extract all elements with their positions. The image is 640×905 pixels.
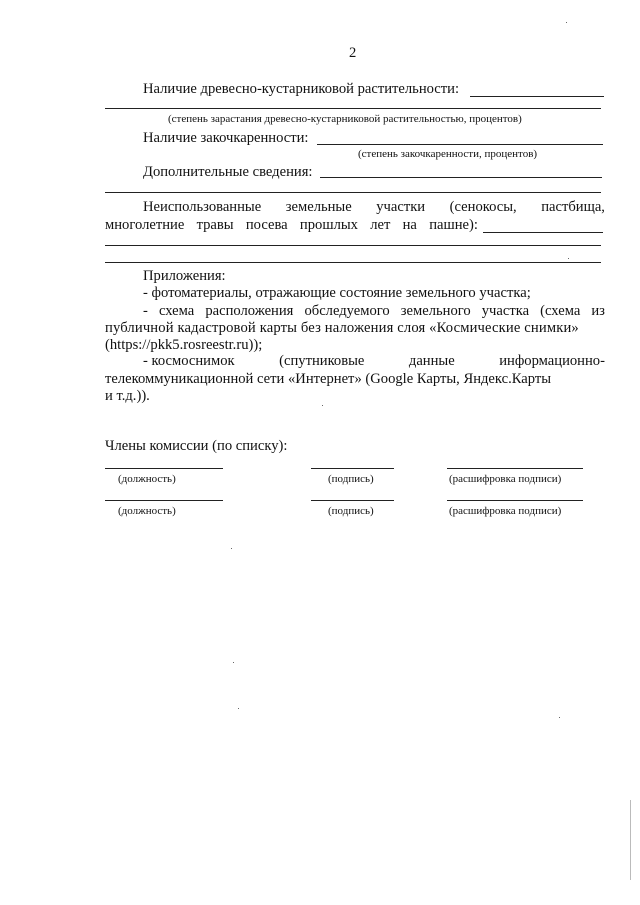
page-number: 2 <box>349 45 357 61</box>
attachments-item-3-line-1: - космоснимок (спутниковые данные информационно- <box>143 353 605 369</box>
scan-speck <box>630 800 631 880</box>
signature-line[interactable] <box>311 468 394 469</box>
unused-line-2: многолетние травы посева прошлых лет на пашне): <box>105 217 478 233</box>
position-line[interactable] <box>105 500 223 501</box>
scan-speck <box>231 548 232 549</box>
attachments-item-1: - фотоматериалы, отражающие состояние земельного участка; <box>143 285 531 301</box>
vegetation-caption: (степень зарастания древесно-кустарниковой растительностью, процентов) <box>168 113 522 125</box>
unused-field-line[interactable] <box>483 232 603 233</box>
decoding-line[interactable] <box>447 500 583 501</box>
vegetation-field-line-2[interactable] <box>105 108 601 109</box>
additional-field-line[interactable] <box>320 177 602 178</box>
unused-field-line-3[interactable] <box>105 262 601 263</box>
attachments-item-2-line-2: публичной кадастровой карты без наложения слоя «Космические снимки» <box>105 320 579 336</box>
commission-title: Члены комиссии (по списку): <box>105 438 288 454</box>
additional-field-line-2[interactable] <box>105 192 601 193</box>
decoding-line[interactable] <box>447 468 583 469</box>
swamping-field-line[interactable] <box>317 144 603 145</box>
attachments-item-3-line-3: и т.д.)). <box>105 388 150 404</box>
decoding-caption: (расшифровка подписи) <box>449 473 562 485</box>
attachments-item-2-line-3[interactable]: (https://pkk5.rosreestr.ru)); <box>105 337 263 353</box>
signature-line[interactable] <box>311 500 394 501</box>
swamping-caption: (степень закочкаренности, процентов) <box>358 148 538 160</box>
signature-caption: (подпись) <box>328 473 374 485</box>
signature-caption: (подпись) <box>328 505 374 517</box>
scan-speck <box>566 22 567 23</box>
position-caption: (должность) <box>118 505 176 517</box>
swamping-label: Наличие закочкаренности: <box>143 130 309 146</box>
attachments-title: Приложения: <box>143 268 226 284</box>
position-caption: (должность) <box>118 473 176 485</box>
scan-speck <box>238 708 239 709</box>
scan-speck <box>559 717 560 718</box>
vegetation-field-line[interactable] <box>470 96 604 97</box>
attachments-item-2-line-1: - схема расположения обследуемого земельного участка (схема из <box>143 303 605 319</box>
unused-line-1: Неиспользованные земельные участки (сенокосы, пастбища, <box>143 199 605 215</box>
vegetation-label: Наличие древесно-кустарниковой растительности: <box>143 81 460 97</box>
scan-speck <box>233 662 234 663</box>
attachments-item-3-line-2: телекоммуникационной сети «Интернет» (Google Карты, Яндекс.Карты <box>105 371 552 387</box>
position-line[interactable] <box>105 468 223 469</box>
additional-label: Дополнительные сведения: <box>143 164 313 180</box>
unused-field-line-2[interactable] <box>105 245 601 246</box>
scan-speck <box>568 258 569 259</box>
scan-speck <box>322 405 323 406</box>
decoding-caption: (расшифровка подписи) <box>449 505 562 517</box>
